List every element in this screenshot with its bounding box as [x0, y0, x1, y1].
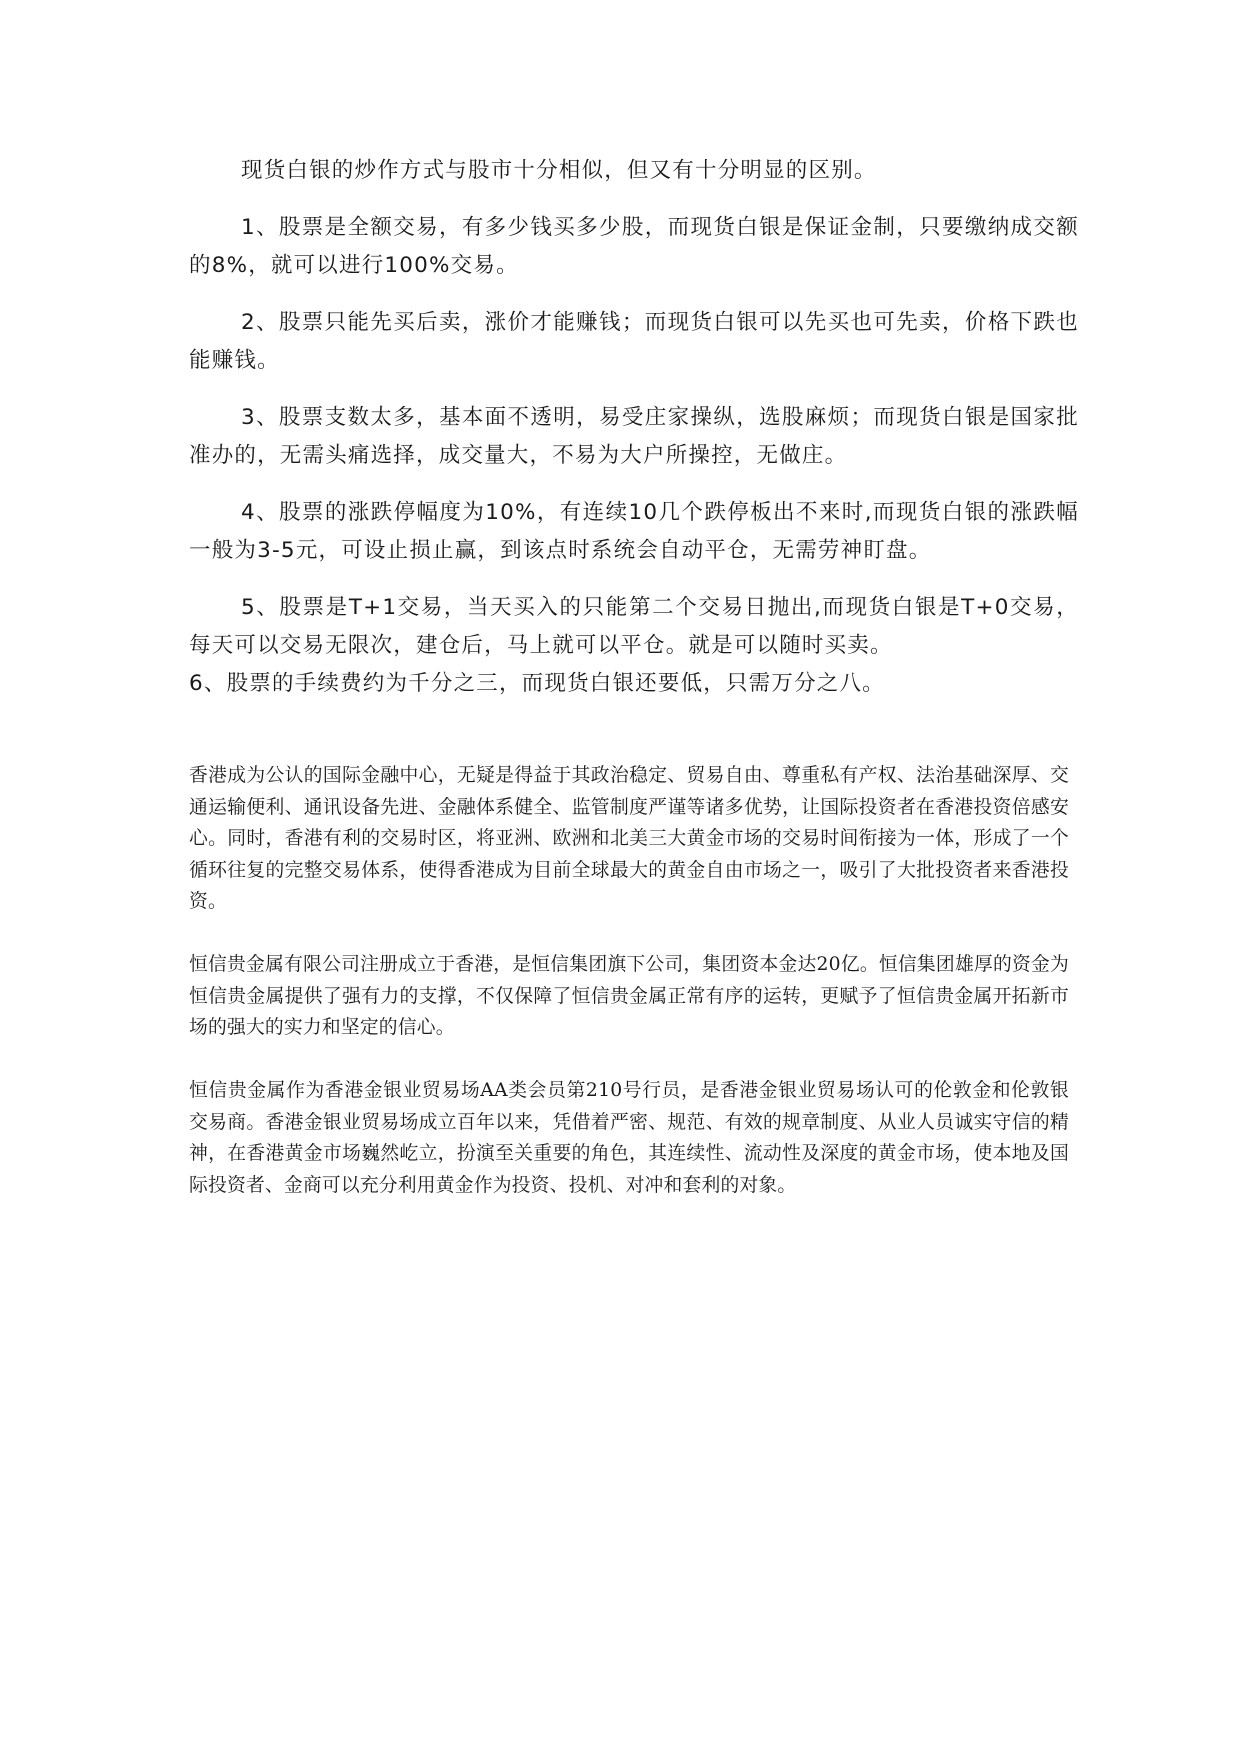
hong-kong-market-paragraph: 香港成为公认的国际金融中心，无疑是得益于其政治稳定、贸易自由、尊重私有产权、法治基础深厚、交通运输便利、通讯设备先进、金融体系健全、监管制度严谨等诸多优势，让国际投资者在香港投资倍感安心。同时，香港有利的交易时区，将亚洲、欧洲和北美三大黄金市场的交易时间衔接为一体，形成了一个循环往复的完整交易体系，使得香港成为目前全球最大的黄金自由市场之一，吸引了大批投资者来香港投资。 — [189, 765, 1069, 912]
point-4-paragraph: 4、股票的涨跌停幅度为10%，有连续10几个跌停板出不来时,而现货白银的涨跌幅一般为3-5元，可设止损止赢，到该点时系统会自动平仓，无需劳神盯盘。 — [189, 500, 1079, 563]
point-2-paragraph: 2、股票只能先买后卖，涨价才能赚钱；而现货白银可以先买也可先卖，价格下跌也能赚钱。 — [189, 310, 1079, 373]
point-6-paragraph: 6、股票的手续费约为千分之三，而现货白银还要低，只需万分之八。 — [189, 671, 885, 696]
point-5-paragraph: 5、股票是T+1交易，当天买入的只能第二个交易日抛出,而现货白银是T+0交易，每天可以交易无限次，建仓后，马上就可以平仓。就是可以随时买卖。 — [189, 595, 1079, 658]
membership-paragraph: 恒信贵金属作为香港金银业贸易场AA类会员第210号行员，是香港金银业贸易场认可的伦敦金和伦敦银交易商。香港金银业贸易场成立百年以来，凭借着严密、规范、有效的规章制度、从业人员诚实守信的精神，在香港黄金市场巍然屹立，扮演至关重要的角色，其连续性、流动性及深度的黄金市场，使本地及国际投资者、金商可以充分利用黄金作为投资、投机、对冲和套利的对象。 — [189, 1080, 1069, 1196]
intro-paragraph: 现货白银的炒作方式与股市十分相似，但又有十分明显的区别。 — [241, 158, 877, 183]
silver-vs-stock-section — [189, 152, 1079, 722]
point-1-paragraph: 1、股票是全额交易，有多少钱买多少股，而现货白银是保证金制，只要缴纳成交额的8%，就可以进行100%交易。 — [189, 215, 1079, 278]
company-profile-paragraph: 恒信贵金属有限公司注册成立于香港，是恒信集团旗下公司，集团资本金达20亿。恒信集团雄厚的资金为恒信贵金属提供了强有力的支撑，不仅保障了恒信贵金属正常有序的运转，更赋予了恒信贵金属开拓新市场的强大的实力和坚定的信心。 — [189, 954, 1069, 1038]
point-3-paragraph: 3、股票支数太多，基本面不透明，易受庄家操纵，选股麻烦；而现货白银是国家批准办的，无需头痛选择，成交量大，不易为大户所操控，无做庄。 — [189, 405, 1079, 468]
company-info-section — [189, 760, 1069, 1233]
